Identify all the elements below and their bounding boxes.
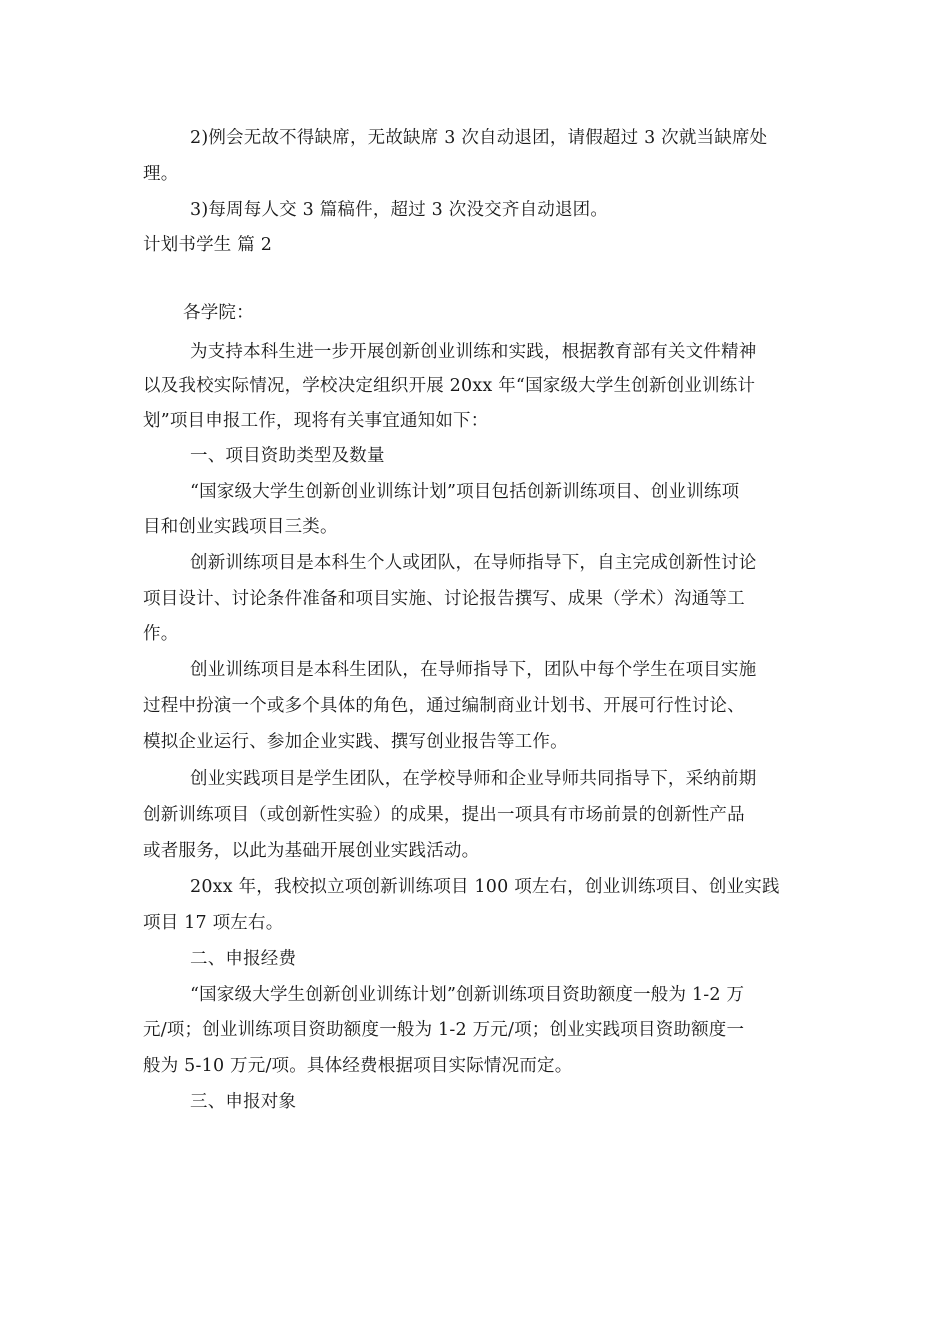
salutation: 各学院：: [183, 303, 254, 323]
rule-2-line-1: 2)例会无故不得缺席，无故缺席 3 次自动退团，请假超过 3 次就当缺席处: [190, 128, 768, 148]
quota-line-2: 项目 17 项左右。: [143, 913, 284, 933]
intro-line-1: 为支持本科生进一步开展创新创业训练和实践，根据教育部有关文件精神: [190, 342, 757, 362]
heading-funding: 二、申报经费: [190, 949, 297, 969]
innovation-line-2: 项目设计、讨论条件准备和项目实施、讨论报告撰写、成果（学术）沟通等工: [143, 589, 745, 609]
funding-line-3: 般为 5-10 万元/项。具体经费根据项目实际情况而定。: [143, 1056, 573, 1076]
quota-line-1: 20xx 年，我校拟立项创新训练项目 100 项左右，创业训练项目、创业实践: [190, 877, 780, 897]
practice-line-3: 或者服务，以此为基础开展创业实践活动。: [143, 841, 480, 861]
funding-line-1: “国家级大学生创新创业训练计划”创新训练项目资助额度一般为 1-2 万: [190, 985, 745, 1005]
rule-2-line-2: 理。: [143, 164, 179, 184]
practice-line-1: 创业实践项目是学生团队，在学校导师和企业导师共同指导下，采纳前期: [190, 769, 757, 789]
innovation-line-1: 创新训练项目是本科生个人或团队，在导师指导下，自主完成创新性讨论: [190, 553, 757, 573]
training-line-3: 模拟企业运行、参加企业实践、撰写创业报告等工作。: [143, 732, 568, 752]
heading-applicants: 三、申报对象: [190, 1092, 297, 1112]
funding-line-2: 元/项；创业训练项目资助额度一般为 1-2 万元/项；创业实践项目资助额度一: [143, 1020, 745, 1040]
types-line-2: 目和创业实践项目三类。: [143, 517, 338, 537]
training-line-2: 过程中扮演一个或多个具体的角色，通过编制商业计划书、开展可行性讨论、: [143, 696, 745, 716]
rule-3-line: 3)每周每人交 3 篇稿件，超过 3 次没交齐自动退团。: [190, 200, 609, 220]
intro-line-2: 以及我校实际情况，学校决定组织开展 20xx 年“国家级大学生创新创业训练计: [143, 376, 756, 396]
training-line-1: 创业训练项目是本科生团队，在导师指导下，团队中每个学生在项目实施: [190, 660, 757, 680]
innovation-line-3: 作。: [143, 624, 179, 644]
section-title: 计划书学生 篇 2: [143, 235, 273, 255]
practice-line-2: 创新训练项目（或创新性实验）的成果，提出一项具有市场前景的创新性产品: [143, 805, 745, 825]
types-line-1: “国家级大学生创新创业训练计划”项目包括创新训练项目、创业训练项: [190, 482, 740, 502]
heading-funding-types: 一、项目资助类型及数量: [190, 446, 385, 466]
intro-line-3: 划”项目申报工作，现将有关事宜通知如下：: [143, 411, 489, 431]
